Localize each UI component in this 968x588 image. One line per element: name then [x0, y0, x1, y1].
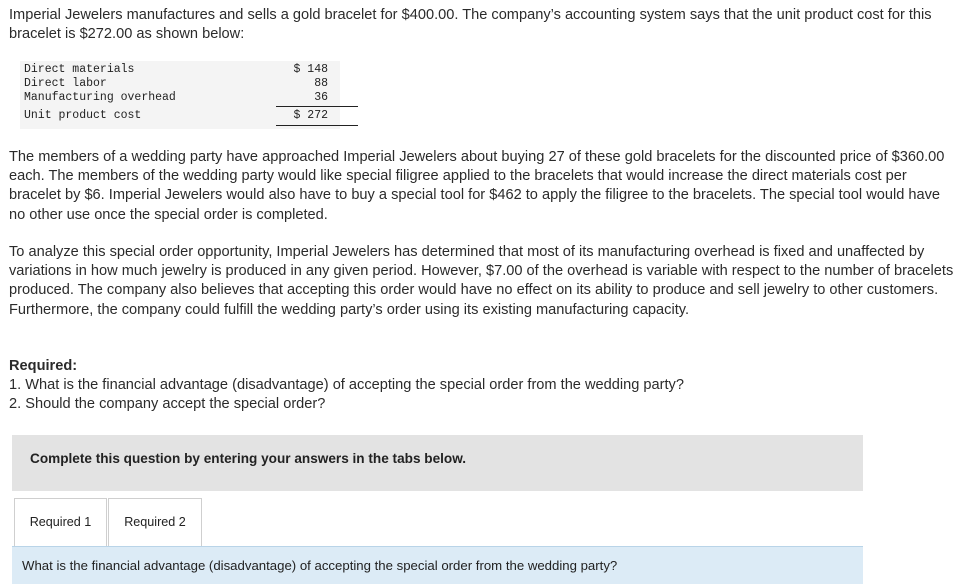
- row-label: Direct labor: [24, 77, 107, 90]
- answer-question-bar: [12, 546, 863, 584]
- row-value: $ 272: [293, 109, 328, 122]
- table-row: [24, 77, 340, 91]
- table-row-total: [24, 109, 340, 123]
- row-label: Direct materials: [24, 63, 135, 76]
- instructions-text: Complete this question by entering your answers in the tabs below.: [30, 451, 467, 466]
- tab-required-1[interactable]: Required 1: [14, 498, 107, 547]
- total-divider: [276, 125, 358, 126]
- answer-question-text: What is the financial advantage (disadvantage) of accepting the special order from the wedding party?: [22, 558, 618, 573]
- wedding-party-paragraph: The members of a wedding party have approached Imperial Jewelers about buying 27 of these gold bracelets for the discounted price of $360.00 each. The members of the wedding party would like special filigree applied to the bracelets that would increase the direct materials cost per bracelet by $6. Imperial Jewelers would also have to buy a special tool for $462 to apply the filigree to the bracelets. The special tool would have no other use once the special order is completed.: [9, 149, 945, 223]
- row-value: 36: [314, 91, 328, 104]
- row-label: Manufacturing overhead: [24, 91, 176, 104]
- required-heading: Required:: [9, 358, 78, 374]
- instructions-banner: [12, 435, 863, 491]
- required-item-2: 2. Should the company accept the special order?: [9, 396, 326, 413]
- unit-cost-table: [20, 61, 340, 129]
- row-value: $ 148: [293, 63, 328, 76]
- row-label: Unit product cost: [24, 109, 142, 122]
- analysis-paragraph: To analyze this special order opportunity, Imperial Jewelers has determined that most of its manufacturing overhead is fixed and unaffected by variations in how much jewelry is produced in any given period. However, $7.00 of the overhead is variable with respect to the number of bracelets produced. The company also believes that accepting this order would have no effect on its ability to produce and sell jewelry to other customers. Furthermore, the company could fulfill the wedding party’s order using its existing manufacturing capacity.: [9, 244, 954, 318]
- table-row: [24, 91, 340, 105]
- tab-required-2[interactable]: Required 2: [108, 498, 202, 547]
- subtotal-divider: [276, 106, 358, 107]
- intro-paragraph: Imperial Jewelers manufactures and sells a gold bracelet for $400.00. The company’s accounting system says that the unit product cost for this bracelet is $272.00 as shown below:: [9, 7, 932, 43]
- required-section: [9, 357, 959, 415]
- table-row: [24, 63, 340, 77]
- required-item-1: 1. What is the financial advantage (disadvantage) of accepting the special order from the wedding party?: [9, 377, 684, 394]
- row-value: 88: [314, 77, 328, 90]
